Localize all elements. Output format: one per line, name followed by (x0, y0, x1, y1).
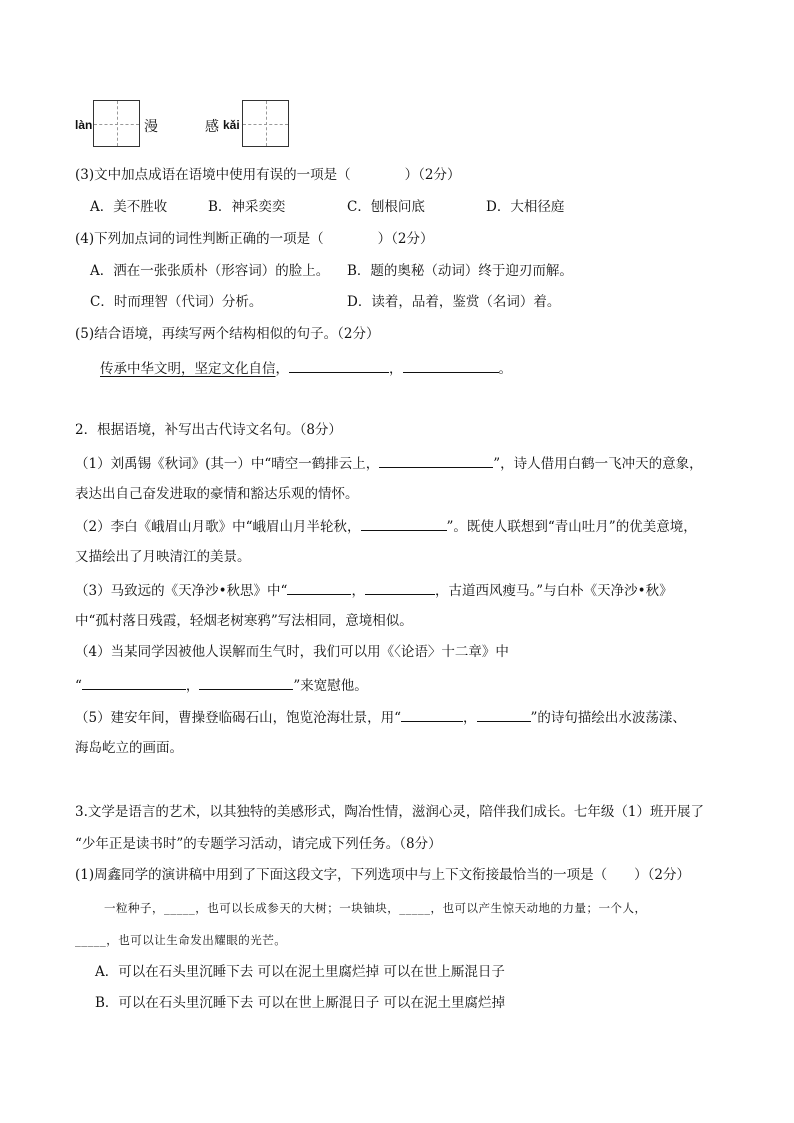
q3-sub1-stem: (1)周鑫同学的演讲稿中用到了下面这段文字，下列选项中与上下文衔接最恰当的一项是（ ）（2分） (75, 867, 690, 883)
option-a: A．美不胜收 (90, 199, 168, 215)
tian-zi-ge-box-1[interactable] (93, 100, 140, 147)
q2-s2-line1: （2）李白《峨眉山月歌》中“峨眉山月半轮秋， ”。既使人联想到“青山吐月”的优美意境， (75, 516, 697, 536)
q3-option-b: B．可以在石头里沉睡下去 可以在世上厮混日子 可以在泥土里腐烂掉 (95, 995, 506, 1011)
q3-title-line1: 3.文学是语言的艺术，以其独特的美感形式，陶冶性情，滋润心灵，陪伴我们成长。七年级（1）班开展了 (75, 804, 704, 820)
pinyin-kai: kǎi (223, 118, 240, 132)
q2-s5-line1: （5）建安年间，曹操登临碣石山，饱览沧海壮景，用“ ， ”的诗句描绘出水波荡漾、 (75, 707, 686, 727)
q2-s1-line2: 表达出自己奋发进取的豪情和豁达乐观的情怀。 (75, 486, 359, 502)
q1-sub5-answer-line: 传承中华文明，坚定文化自信， ， 。 (100, 358, 512, 378)
pinyin-lan: làn (75, 118, 93, 132)
option-d: D．大相径庭 (486, 199, 565, 215)
q1-sub4-stem: (4)下列加点词的词性判断正确的一项是（ ）（2分） (75, 231, 434, 247)
char-man: 漫 (144, 119, 158, 135)
q2-title: 2．根据语境，补写出古代诗文名句。（8分） (75, 422, 342, 438)
q2-s1-line1: （1）刘禹锡《秋词》(其一）中“晴空一鹤排云上， ”，诗人借用白鹤一飞冲天的意象， (75, 453, 703, 473)
answer-blank[interactable] (403, 358, 499, 373)
answer-blank[interactable] (289, 358, 389, 373)
q2-s3-line2: 中“孤村落日残霞，轻烟老树寒鸦”写法相同，意境相似。 (75, 613, 413, 629)
answer-blank[interactable] (477, 707, 531, 722)
q2-s4-line1: （4）当某同学因被他人误解而生气时，我们可以用《〈论语〉十二章》中 (75, 644, 509, 660)
answer-blank[interactable] (361, 516, 447, 531)
answer-blank[interactable] (199, 675, 293, 690)
answer-blank[interactable] (365, 580, 435, 595)
q3-passage-line1: 一粒种子，_____，也可以长成参天的大树；一块铀块，_____，也可以产生惊天动地的力量；一个人， (104, 901, 647, 915)
option-b: B．神采奕奕 (208, 199, 286, 215)
option-c: C．时而理智（代词）分析。 (90, 294, 263, 310)
option-d: D．读着，品着，鉴赏（名词）着。 (347, 294, 561, 310)
given-sentence: 传承中华文明，坚定文化自信 (100, 361, 276, 377)
q3-title-line2: “少年正是读书时”的专题学习活动，请完成下列任务。（8分） (75, 836, 442, 852)
q2-s5-line2: 海岛屹立的画面。 (75, 740, 183, 756)
q1-sub5-stem: (5)结合语境，再续写两个结构相似的句子。（2分） (75, 326, 380, 342)
char-gan: 感 (205, 119, 219, 135)
option-b: B．题的奥秘（动词）终于迎刃而解。 (347, 263, 573, 279)
q3-option-a: A．可以在石头里沉睡下去 可以在泥土里腐烂掉 可以在世上厮混日子 (95, 964, 505, 980)
q3-passage-line2: _____，也可以让生命发出耀眼的光芒。 (75, 933, 287, 947)
option-c: C．刨根问底 (347, 199, 425, 215)
q1-sub3-stem: (3)文中加点成语在语境中使用有误的一项是（ ）（2分） (75, 167, 461, 183)
option-a: A．洒在一张张质朴（形容词）的脸上。 (90, 263, 330, 279)
q2-s4-line2: “ ， ”来宽慰他。 (75, 675, 368, 695)
q2-s3-line1: （3）马致远的《天净沙•秋思》中“ ， ，古道西风瘦马。”与白朴《天净沙•秋》 (75, 580, 673, 600)
answer-blank[interactable] (379, 453, 493, 468)
answer-blank[interactable] (401, 707, 463, 722)
answer-blank[interactable] (287, 580, 351, 595)
tian-zi-ge-box-2[interactable] (242, 100, 289, 147)
answer-blank[interactable] (82, 675, 186, 690)
q2-s2-line2: 又描绘出了月映清江的美景。 (75, 549, 251, 565)
